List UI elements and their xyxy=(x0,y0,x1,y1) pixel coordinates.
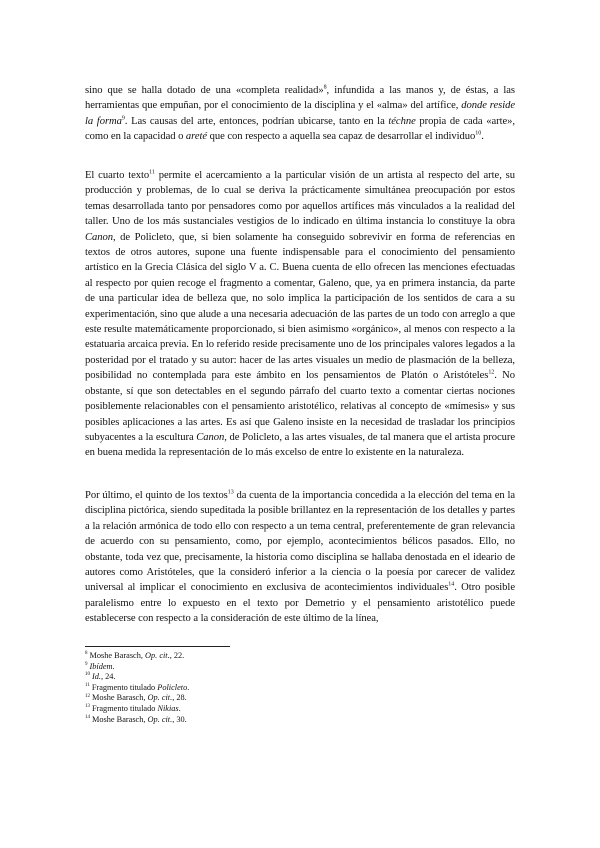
footnote xyxy=(85,651,515,662)
footnote-ref: 10 xyxy=(475,130,482,137)
text-run: , de Policleto, que, si bien solamente ha conseguido sobrevivir en forma de referencias en textos de otros autores, supone una fuente indispensable para el conocimiento del pensamiento artístico en la Grecia Clásica del siglo V a. C. Buena cuenta de ello ofrecen las menciones efectuadas al respecto por quien recoge el fragmento a comentar, Galeno, que, ya en primera instancia, da parte de una particular idea de belleza que, no solo implica la participación de los sentidos de cara a su experimentación, sino que alude a una necesaria adecuación de las partes de un todo con arreglo a que este resulte matemáticamente proporcionado, si bien asimismo «orgánico», al menos con respecto a la estatuaria arcaica previa. En lo referido reside precisamente uno de los principales valores legados a la posteridad por el tratado y su autor: hacer de las artes visuales un medio de plasmación de la belleza, posibilidad no contemplada para este ámbito en los pensamientos de Platón o Aristóteles xyxy=(85,231,515,382)
text-run: . xyxy=(481,131,484,143)
text-run: Por último, el quinto de los textos xyxy=(85,490,228,501)
text-run: . xyxy=(187,682,190,692)
text-run: . Otro posible paralelismo entre lo expuesto en el texto por Demetrio y el pensamiento aristotélico puede establecerse con respecto a la consideración de este último de la línea, xyxy=(85,582,515,625)
footnote xyxy=(85,662,515,673)
footnote-separator xyxy=(85,646,230,647)
footnote-number: 11 xyxy=(85,683,90,689)
text-run: El cuarto texto xyxy=(85,170,150,181)
italic-text: Op. cit. xyxy=(147,693,173,703)
italic-text: Nikias xyxy=(157,703,179,713)
italic-text: Canon xyxy=(85,231,114,243)
footnote xyxy=(85,683,515,694)
footnote-number: 8 xyxy=(85,651,88,657)
text-run: sino que se halla dotado de una «completa realidad» xyxy=(85,85,324,96)
footnote-ref: 12 xyxy=(488,369,495,376)
footnote-number: 12 xyxy=(85,693,90,699)
italic-text: téchne xyxy=(388,115,416,127)
text-run: . No obstante, sí que son detectables en el segundo párrafo del cuarto texto a comentar ciertas nociones posiblemente relacionables con el pensamiento aristotélico, relativas al concepto de «mímesis» y sus posibles aplicaciones a las artes. Es así que Galeno insiste en la necesidad de trasladar los principios subyacentes a la escultura xyxy=(85,370,516,443)
footnote-number: 10 xyxy=(85,672,90,678)
text-run: , 22. xyxy=(169,651,185,660)
footnote-ref: 11 xyxy=(149,169,155,176)
footnote-number: 14 xyxy=(85,714,90,720)
text-run: , 30. xyxy=(172,714,187,724)
text-run: da cuenta de la importancia concedida a la elección del tema en la disciplina pictórica, siendo supeditada la posible brillantez en la representación de los detalles y partes a la relación armónica de todo ello con respecto a un tema central, preferentemente de gran relevancia de acuerdo con su pensamiento, como, por ejemplo, acontecimientos bélicos pasados. Ello, no obstante, toda vez que, precisamente, la historia como disciplina se hallaba denostada en el ideario de autores como Aristóteles, que la consideró inferior a la ciencia o la poesía por carecer de validez universal al implicar el conocimiento en exclusiva de acontecimientos individuales xyxy=(85,490,515,594)
italic-text: donde reside la forma xyxy=(85,100,515,127)
text-run: , 24. xyxy=(101,672,116,682)
text-run: . Las causas del arte, entonces, podrían ubicarse, tanto en la xyxy=(124,115,389,127)
text-run: Moshe Barasch, xyxy=(92,693,148,703)
footnote-ref: 14 xyxy=(448,581,455,588)
text-run: que con respecto a aquella sea capaz de desarrollar el individuo xyxy=(207,131,476,143)
text-run: propia de cada «arte», como en la capacidad o xyxy=(85,115,516,143)
text-run: permite el acercamiento a la particular visión de un artista al respecto del arte, su producción y problemas, de lo cual se deriva la prácticamente simultánea preocupación por estos temas desarrollada tanto por pensadores como por aquellos artífices más vinculados a la realidad del taller. Uno de los más sustanciales vestigios de lo indicado en última instancia lo constituye la obra xyxy=(85,170,515,228)
italic-text: Policleto xyxy=(157,682,188,692)
footnote-number: 9 xyxy=(85,661,88,667)
body-paragraph xyxy=(85,168,515,461)
text-run: . xyxy=(178,703,181,713)
italic-text: Id. xyxy=(92,672,101,682)
italic-text: Canon xyxy=(196,431,225,443)
text-run: Fragmento titulado xyxy=(92,703,158,713)
footnote-ref: 8 xyxy=(323,84,327,91)
footnote xyxy=(85,704,515,715)
text-run: . xyxy=(112,661,115,671)
text-run: , 28. xyxy=(172,693,187,703)
footnote xyxy=(85,693,515,704)
footnote-number: 13 xyxy=(85,704,90,710)
footnote xyxy=(85,672,515,683)
text-run: Moshe Barasch, xyxy=(92,714,148,724)
italic-text: Ibídem xyxy=(89,661,113,671)
text-run: , de Policleto, a las artes visuales, de tal manera que el artista procure en buena medida la representación de lo más excelso de entre lo existente en la naturaleza. xyxy=(85,431,516,459)
text-run: Moshe Barasch, xyxy=(89,651,146,660)
italic-text: areté xyxy=(185,131,208,143)
italic-text: Op. cit. xyxy=(147,714,173,724)
footnote xyxy=(85,715,515,726)
text-run: , infundida a las manos y, de éstas, a las herramientas que empuñan, por el conocimiento de la disciplina y el «alma» del artífice, xyxy=(85,85,515,112)
text-run: Fragmento titulado xyxy=(91,682,158,692)
footnotes xyxy=(85,651,515,725)
footnote-ref: 9 xyxy=(121,115,125,122)
body-paragraph xyxy=(85,83,515,145)
footnote-ref: 13 xyxy=(227,489,234,496)
italic-text: Op. cit. xyxy=(145,651,170,660)
body-paragraph xyxy=(85,488,515,627)
